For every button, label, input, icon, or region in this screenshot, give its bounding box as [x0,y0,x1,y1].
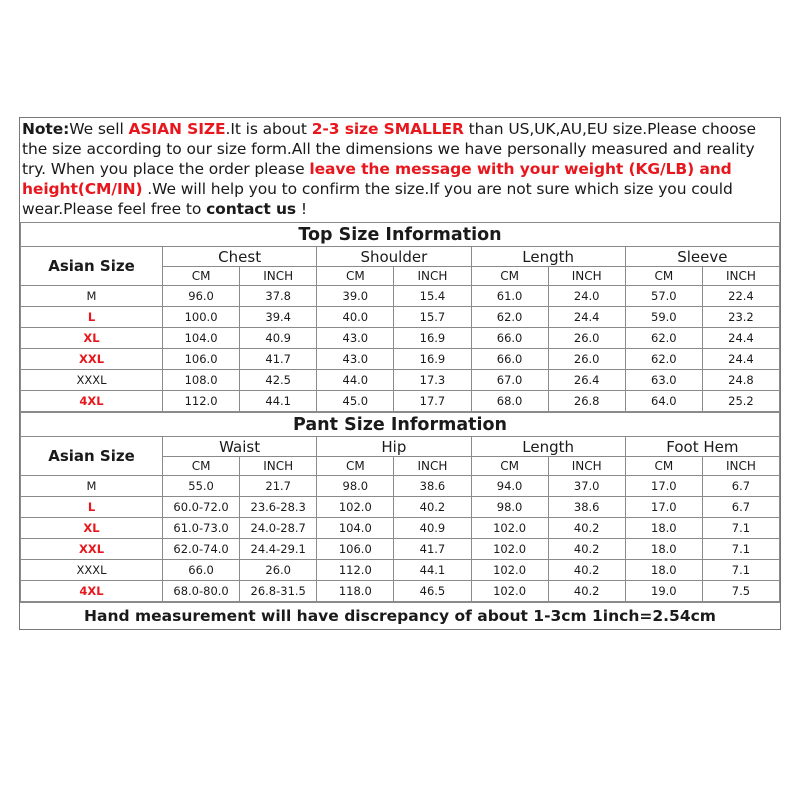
table-cell: 108.0 [163,370,240,391]
table-cell: 40.0 [317,307,394,328]
top-unit-header: INCH [702,267,779,286]
size-label: L [21,497,163,518]
table-cell: 18.0 [625,539,702,560]
size-label: XXL [21,349,163,370]
table-cell: 46.5 [394,581,471,602]
top-unit-header: CM [317,267,394,286]
pant-unit-header: INCH [240,457,317,476]
table-cell: 40.9 [240,328,317,349]
table-cell: 40.2 [548,539,625,560]
table-cell: 39.4 [240,307,317,328]
size-label: 4XL [21,391,163,412]
table-cell: 24.8 [702,370,779,391]
size-label: XL [21,518,163,539]
pant-size-title: Pant Size Information [21,413,780,437]
table-cell: 40.2 [548,560,625,581]
table-cell: 24.4 [702,349,779,370]
table-cell: 94.0 [471,476,548,497]
table-row [21,307,780,328]
table-cell: 98.0 [471,497,548,518]
table-row [21,476,780,497]
table-cell: 67.0 [471,370,548,391]
table-cell: 16.9 [394,349,471,370]
table-cell: 24.0 [548,286,625,307]
top-size-table [20,222,780,412]
table-cell: 104.0 [163,328,240,349]
measurement-disclaimer: Hand measurement will have discrepancy of about 1-3cm 1inch=2.54cm [20,603,780,630]
table-cell: 112.0 [317,560,394,581]
table-cell: 26.0 [548,328,625,349]
table-cell: 41.7 [240,349,317,370]
table-cell: 38.6 [394,476,471,497]
top-unit-header: CM [625,267,702,286]
table-cell: 66.0 [471,349,548,370]
table-cell: 42.5 [240,370,317,391]
table-row [21,370,780,391]
table-cell: 7.1 [702,518,779,539]
note-text-5: ! [296,200,308,218]
note-asian-size: ASIAN SIZE [128,120,226,138]
table-cell: 6.7 [702,476,779,497]
size-label: 4XL [21,581,163,602]
table-row [21,349,780,370]
table-cell: 17.0 [625,476,702,497]
table-cell: 41.7 [394,539,471,560]
table-row [21,539,780,560]
pant-unit-header: INCH [702,457,779,476]
table-row [21,286,780,307]
top-size-header: Asian Size [21,247,163,286]
table-cell: 39.0 [317,286,394,307]
table-cell: 98.0 [317,476,394,497]
table-cell: 44.1 [394,560,471,581]
table-cell: 62.0 [471,307,548,328]
pant-unit-header: CM [625,457,702,476]
pant-group-header: Length [471,437,625,457]
table-cell: 62.0-74.0 [163,539,240,560]
table-cell: 40.9 [394,518,471,539]
table-cell: 38.6 [548,497,625,518]
size-note [20,118,780,222]
top-unit-header: INCH [548,267,625,286]
top-size-title: Top Size Information [21,223,780,247]
table-cell: 57.0 [625,286,702,307]
table-cell: 25.2 [702,391,779,412]
table-cell: 22.4 [702,286,779,307]
table-cell: 37.0 [548,476,625,497]
table-cell: 45.0 [317,391,394,412]
table-cell: 106.0 [163,349,240,370]
pant-group-header: Foot Hem [625,437,779,457]
table-cell: 7.1 [702,539,779,560]
table-cell: 106.0 [317,539,394,560]
table-cell: 66.0 [163,560,240,581]
table-cell: 23.2 [702,307,779,328]
table-cell: 63.0 [625,370,702,391]
table-cell: 15.4 [394,286,471,307]
size-label: XL [21,328,163,349]
table-cell: 118.0 [317,581,394,602]
table-cell: 7.5 [702,581,779,602]
size-label: M [21,286,163,307]
top-group-header: Length [471,247,625,267]
pant-group-header: Hip [317,437,471,457]
size-label: XXL [21,539,163,560]
table-cell: 18.0 [625,518,702,539]
table-row [21,518,780,539]
pant-unit-header: CM [317,457,394,476]
table-cell: 43.0 [317,349,394,370]
table-cell: 17.3 [394,370,471,391]
note-text-4: .We will help you to confirm the size.If you are not sure which size you could wear.Please feel free to [22,180,733,218]
table-cell: 102.0 [471,560,548,581]
table-cell: 23.6-28.3 [240,497,317,518]
table-cell: 96.0 [163,286,240,307]
pant-size-header: Asian Size [21,437,163,476]
table-cell: 62.0 [625,349,702,370]
table-cell: 68.0 [471,391,548,412]
table-cell: 17.7 [394,391,471,412]
top-group-header: Chest [163,247,317,267]
table-cell: 55.0 [163,476,240,497]
note-label: Note: [22,120,70,138]
table-cell: 26.8-31.5 [240,581,317,602]
top-unit-header: CM [163,267,240,286]
table-cell: 44.1 [240,391,317,412]
note-contact: contact us [206,200,297,218]
size-chart [19,117,781,630]
table-cell: 7.1 [702,560,779,581]
pant-size-table [20,412,780,602]
top-group-header: Sleeve [625,247,779,267]
table-cell: 40.2 [548,581,625,602]
table-cell: 112.0 [163,391,240,412]
table-cell: 59.0 [625,307,702,328]
table-cell: 19.0 [625,581,702,602]
note-text-3: than US,UK,AU,EU size.Please choose the size according to our size form.All the dimensions we have personally measured and reality try. When you place the order please [22,120,756,178]
table-cell: 102.0 [471,518,548,539]
note-message: leave the message with your weight (KG/LB) and height(CM/IN) [22,160,732,198]
table-cell: 66.0 [471,328,548,349]
pant-unit-header: CM [471,457,548,476]
top-group-header: Shoulder [317,247,471,267]
note-smaller: 2-3 size SMALLER [311,120,464,138]
note-text-1: We sell [69,120,129,138]
table-cell: 21.7 [240,476,317,497]
table-cell: 16.9 [394,328,471,349]
table-cell: 26.4 [548,370,625,391]
table-row [21,328,780,349]
table-cell: 61.0 [471,286,548,307]
top-unit-header: CM [471,267,548,286]
table-cell: 104.0 [317,518,394,539]
table-cell: 15.7 [394,307,471,328]
table-cell: 24.4 [702,328,779,349]
table-cell: 61.0-73.0 [163,518,240,539]
pant-unit-header: CM [163,457,240,476]
table-cell: 62.0 [625,328,702,349]
table-cell: 17.0 [625,497,702,518]
table-cell: 102.0 [317,497,394,518]
table-cell: 26.8 [548,391,625,412]
table-row [21,391,780,412]
note-text-2: .It is about [225,120,312,138]
pant-unit-header: INCH [394,457,471,476]
table-cell: 68.0-80.0 [163,581,240,602]
table-cell: 40.2 [548,518,625,539]
table-cell: 37.8 [240,286,317,307]
table-cell: 44.0 [317,370,394,391]
table-row [21,497,780,518]
size-label: M [21,476,163,497]
table-row [21,581,780,602]
table-cell: 102.0 [471,539,548,560]
footer-table [20,602,780,629]
table-cell: 24.4-29.1 [240,539,317,560]
table-cell: 6.7 [702,497,779,518]
table-cell: 100.0 [163,307,240,328]
table-cell: 40.2 [394,497,471,518]
top-unit-header: INCH [240,267,317,286]
table-cell: 60.0-72.0 [163,497,240,518]
table-cell: 43.0 [317,328,394,349]
size-label: L [21,307,163,328]
top-unit-header: INCH [394,267,471,286]
pant-unit-header: INCH [548,457,625,476]
table-cell: 26.0 [240,560,317,581]
table-row [21,560,780,581]
table-cell: 24.0-28.7 [240,518,317,539]
table-cell: 64.0 [625,391,702,412]
pant-group-header: Waist [163,437,317,457]
table-cell: 26.0 [548,349,625,370]
size-label: XXXL [21,560,163,581]
table-cell: 24.4 [548,307,625,328]
table-cell: 18.0 [625,560,702,581]
table-cell: 102.0 [471,581,548,602]
size-label: XXXL [21,370,163,391]
